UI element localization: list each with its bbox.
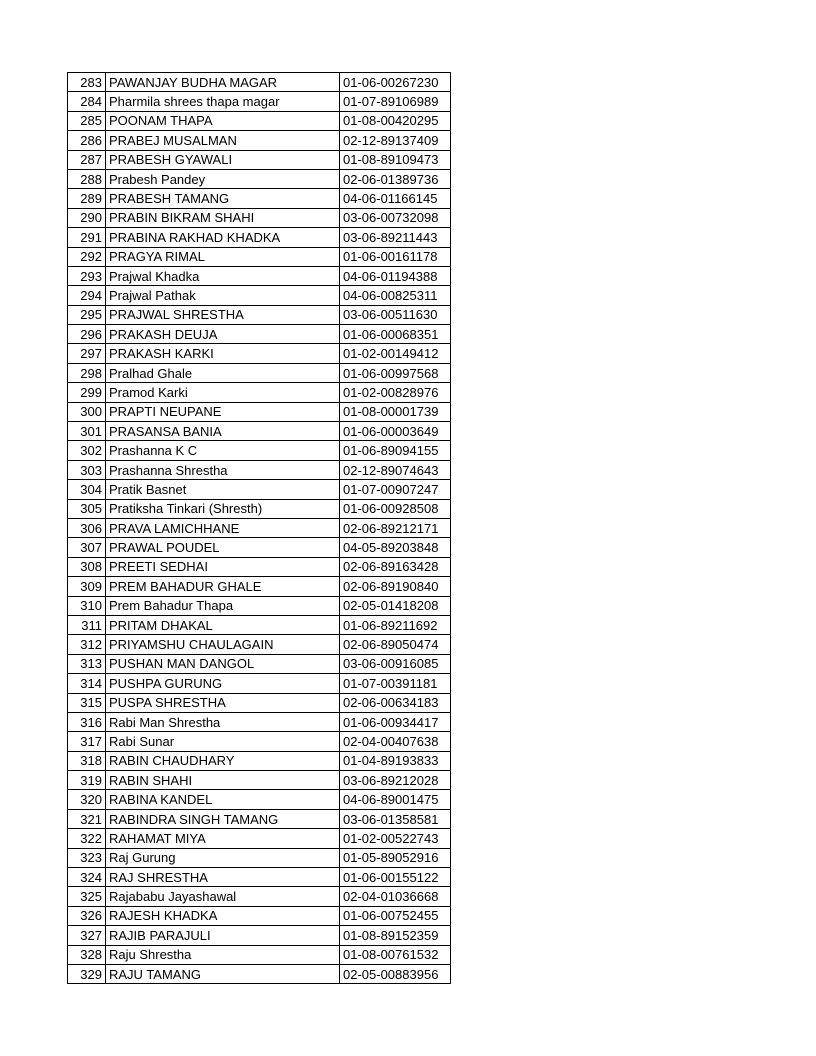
serial-number-cell: 320 [68, 790, 106, 809]
serial-number-cell: 324 [68, 868, 106, 887]
table-row [68, 518, 451, 537]
name-cell: RAJESH KHADKA [106, 906, 340, 925]
id-number-cell: 02-05-00883956 [340, 964, 451, 983]
id-number-cell: 01-06-00934417 [340, 712, 451, 731]
table-row [68, 111, 451, 130]
serial-number-cell: 321 [68, 809, 106, 828]
serial-number-cell: 300 [68, 402, 106, 421]
name-cell: Pharmila shrees thapa magar [106, 92, 340, 111]
id-number-cell: 04-06-01166145 [340, 189, 451, 208]
id-number-cell: 02-06-89212171 [340, 518, 451, 537]
name-cell: RAJU TAMANG [106, 964, 340, 983]
name-cell: RABINDRA SINGH TAMANG [106, 809, 340, 828]
table-row [68, 131, 451, 150]
roster-table [67, 72, 451, 984]
name-cell: RAJIB PARAJULI [106, 926, 340, 945]
table-row [68, 422, 451, 441]
name-cell: Prashanna Shrestha [106, 460, 340, 479]
serial-number-cell: 308 [68, 557, 106, 576]
id-number-cell: 03-06-89212028 [340, 771, 451, 790]
table-row [68, 926, 451, 945]
serial-number-cell: 299 [68, 383, 106, 402]
name-cell: PREETI SEDHAI [106, 557, 340, 576]
serial-number-cell: 305 [68, 499, 106, 518]
serial-number-cell: 284 [68, 92, 106, 111]
serial-number-cell: 287 [68, 150, 106, 169]
table-row [68, 189, 451, 208]
serial-number-cell: 326 [68, 906, 106, 925]
serial-number-cell: 325 [68, 887, 106, 906]
id-number-cell: 01-08-00001739 [340, 402, 451, 421]
table-row [68, 538, 451, 557]
table-row [68, 150, 451, 169]
id-number-cell: 04-05-89203848 [340, 538, 451, 557]
serial-number-cell: 285 [68, 111, 106, 130]
name-cell: Rabi Man Shrestha [106, 712, 340, 731]
id-number-cell: 01-08-89109473 [340, 150, 451, 169]
table-row [68, 751, 451, 770]
serial-number-cell: 316 [68, 712, 106, 731]
id-number-cell: 01-06-89094155 [340, 441, 451, 460]
serial-number-cell: 296 [68, 325, 106, 344]
name-cell: Pralhad Ghale [106, 363, 340, 382]
id-number-cell: 01-06-00161178 [340, 247, 451, 266]
serial-number-cell: 288 [68, 169, 106, 188]
table-row [68, 208, 451, 227]
id-number-cell: 01-06-00003649 [340, 422, 451, 441]
id-number-cell: 03-06-00732098 [340, 208, 451, 227]
table-row [68, 577, 451, 596]
id-number-cell: 02-06-89050474 [340, 635, 451, 654]
table-row [68, 286, 451, 305]
name-cell: Pramod Karki [106, 383, 340, 402]
serial-number-cell: 297 [68, 344, 106, 363]
table-row [68, 829, 451, 848]
name-cell: PUSPA SHRESTHA [106, 693, 340, 712]
id-number-cell: 01-02-00828976 [340, 383, 451, 402]
serial-number-cell: 318 [68, 751, 106, 770]
id-number-cell: 01-08-00420295 [340, 111, 451, 130]
serial-number-cell: 322 [68, 829, 106, 848]
id-number-cell: 03-06-00916085 [340, 654, 451, 673]
serial-number-cell: 294 [68, 286, 106, 305]
serial-number-cell: 295 [68, 305, 106, 324]
table-row [68, 383, 451, 402]
table-row [68, 945, 451, 964]
name-cell: Pratiksha Tinkari (Shresth) [106, 499, 340, 518]
id-number-cell: 01-06-00068351 [340, 325, 451, 344]
serial-number-cell: 329 [68, 964, 106, 983]
serial-number-cell: 302 [68, 441, 106, 460]
serial-number-cell: 314 [68, 674, 106, 693]
name-cell: Prajwal Pathak [106, 286, 340, 305]
id-number-cell: 02-04-01036668 [340, 887, 451, 906]
table-row [68, 441, 451, 460]
table-row [68, 771, 451, 790]
name-cell: RAHAMAT MIYA [106, 829, 340, 848]
id-number-cell: 01-06-00928508 [340, 499, 451, 518]
id-number-cell: 01-06-00267230 [340, 73, 451, 92]
table-row [68, 499, 451, 518]
serial-number-cell: 323 [68, 848, 106, 867]
name-cell: PRABIN BIKRAM SHAHI [106, 208, 340, 227]
name-cell: PUSHAN MAN DANGOL [106, 654, 340, 673]
serial-number-cell: 319 [68, 771, 106, 790]
name-cell: Pratik Basnet [106, 480, 340, 499]
serial-number-cell: 303 [68, 460, 106, 479]
table-row [68, 654, 451, 673]
serial-number-cell: 307 [68, 538, 106, 557]
serial-number-cell: 313 [68, 654, 106, 673]
name-cell: Prem Bahadur Thapa [106, 596, 340, 615]
table-row [68, 169, 451, 188]
table-row [68, 460, 451, 479]
name-cell: PRAKASH KARKI [106, 344, 340, 363]
table-row [68, 247, 451, 266]
serial-number-cell: 312 [68, 635, 106, 654]
id-number-cell: 01-02-00149412 [340, 344, 451, 363]
serial-number-cell: 317 [68, 732, 106, 751]
table-row [68, 674, 451, 693]
table-row [68, 790, 451, 809]
id-number-cell: 01-07-89106989 [340, 92, 451, 111]
name-cell: PRAVA LAMICHHANE [106, 518, 340, 537]
serial-number-cell: 311 [68, 615, 106, 634]
id-number-cell: 02-06-00634183 [340, 693, 451, 712]
table-row [68, 363, 451, 382]
serial-number-cell: 315 [68, 693, 106, 712]
name-cell: PRASANSA BANIA [106, 422, 340, 441]
id-number-cell: 01-08-00761532 [340, 945, 451, 964]
id-number-cell: 01-07-00907247 [340, 480, 451, 499]
name-cell: PREM BAHADUR GHALE [106, 577, 340, 596]
id-number-cell: 02-12-89074643 [340, 460, 451, 479]
serial-number-cell: 306 [68, 518, 106, 537]
name-cell: PAWANJAY BUDHA MAGAR [106, 73, 340, 92]
id-number-cell: 02-12-89137409 [340, 131, 451, 150]
id-number-cell: 02-06-89190840 [340, 577, 451, 596]
id-number-cell: 01-07-00391181 [340, 674, 451, 693]
name-cell: PRAPTI NEUPANE [106, 402, 340, 421]
name-cell: PRAJWAL SHRESTHA [106, 305, 340, 324]
id-number-cell: 03-06-01358581 [340, 809, 451, 828]
name-cell: PRABESH GYAWALI [106, 150, 340, 169]
serial-number-cell: 301 [68, 422, 106, 441]
table-row [68, 964, 451, 983]
table-row [68, 305, 451, 324]
roster-table-body [68, 73, 451, 984]
table-row [68, 325, 451, 344]
name-cell: PRAGYA RIMAL [106, 247, 340, 266]
table-row [68, 228, 451, 247]
table-row [68, 615, 451, 634]
table-row [68, 906, 451, 925]
id-number-cell: 01-02-00522743 [340, 829, 451, 848]
id-number-cell: 01-06-00997568 [340, 363, 451, 382]
name-cell: POONAM THAPA [106, 111, 340, 130]
serial-number-cell: 310 [68, 596, 106, 615]
name-cell: RAJ SHRESTHA [106, 868, 340, 887]
name-cell: Prabesh Pandey [106, 169, 340, 188]
id-number-cell: 02-06-01389736 [340, 169, 451, 188]
serial-number-cell: 328 [68, 945, 106, 964]
id-number-cell: 01-08-89152359 [340, 926, 451, 945]
table-row [68, 480, 451, 499]
name-cell: PRAWAL POUDEL [106, 538, 340, 557]
name-cell: Rajababu Jayashawal [106, 887, 340, 906]
table-row [68, 887, 451, 906]
name-cell: Raj Gurung [106, 848, 340, 867]
id-number-cell: 03-06-00511630 [340, 305, 451, 324]
name-cell: PRAKASH DEUJA [106, 325, 340, 344]
name-cell: PRABEJ MUSALMAN [106, 131, 340, 150]
id-number-cell: 04-06-01194388 [340, 266, 451, 285]
id-number-cell: 02-04-00407638 [340, 732, 451, 751]
table-row [68, 868, 451, 887]
serial-number-cell: 304 [68, 480, 106, 499]
id-number-cell: 01-05-89052916 [340, 848, 451, 867]
name-cell: Raju Shrestha [106, 945, 340, 964]
table-row [68, 344, 451, 363]
serial-number-cell: 286 [68, 131, 106, 150]
name-cell: Prajwal Khadka [106, 266, 340, 285]
table-row [68, 732, 451, 751]
id-number-cell: 01-06-00155122 [340, 868, 451, 887]
table-row [68, 809, 451, 828]
name-cell: RABINA KANDEL [106, 790, 340, 809]
name-cell: Prashanna K C [106, 441, 340, 460]
table-row [68, 402, 451, 421]
table-row [68, 635, 451, 654]
serial-number-cell: 327 [68, 926, 106, 945]
serial-number-cell: 290 [68, 208, 106, 227]
id-number-cell: 04-06-89001475 [340, 790, 451, 809]
id-number-cell: 02-05-01418208 [340, 596, 451, 615]
id-number-cell: 04-06-00825311 [340, 286, 451, 305]
id-number-cell: 03-06-89211443 [340, 228, 451, 247]
name-cell: PRIYAMSHU CHAULAGAIN [106, 635, 340, 654]
serial-number-cell: 309 [68, 577, 106, 596]
id-number-cell: 01-06-89211692 [340, 615, 451, 634]
serial-number-cell: 292 [68, 247, 106, 266]
table-row [68, 92, 451, 111]
table-row [68, 596, 451, 615]
name-cell: Rabi Sunar [106, 732, 340, 751]
serial-number-cell: 289 [68, 189, 106, 208]
id-number-cell: 01-04-89193833 [340, 751, 451, 770]
table-row [68, 712, 451, 731]
table-row [68, 266, 451, 285]
name-cell: PRABESH TAMANG [106, 189, 340, 208]
id-number-cell: 02-06-89163428 [340, 557, 451, 576]
serial-number-cell: 293 [68, 266, 106, 285]
table-row [68, 73, 451, 92]
serial-number-cell: 291 [68, 228, 106, 247]
name-cell: RABIN CHAUDHARY [106, 751, 340, 770]
table-row [68, 557, 451, 576]
name-cell: PUSHPA GURUNG [106, 674, 340, 693]
id-number-cell: 01-06-00752455 [340, 906, 451, 925]
name-cell: PRITAM DHAKAL [106, 615, 340, 634]
name-cell: RABIN SHAHI [106, 771, 340, 790]
table-row [68, 693, 451, 712]
name-cell: PRABINA RAKHAD KHADKA [106, 228, 340, 247]
serial-number-cell: 283 [68, 73, 106, 92]
serial-number-cell: 298 [68, 363, 106, 382]
table-row [68, 848, 451, 867]
